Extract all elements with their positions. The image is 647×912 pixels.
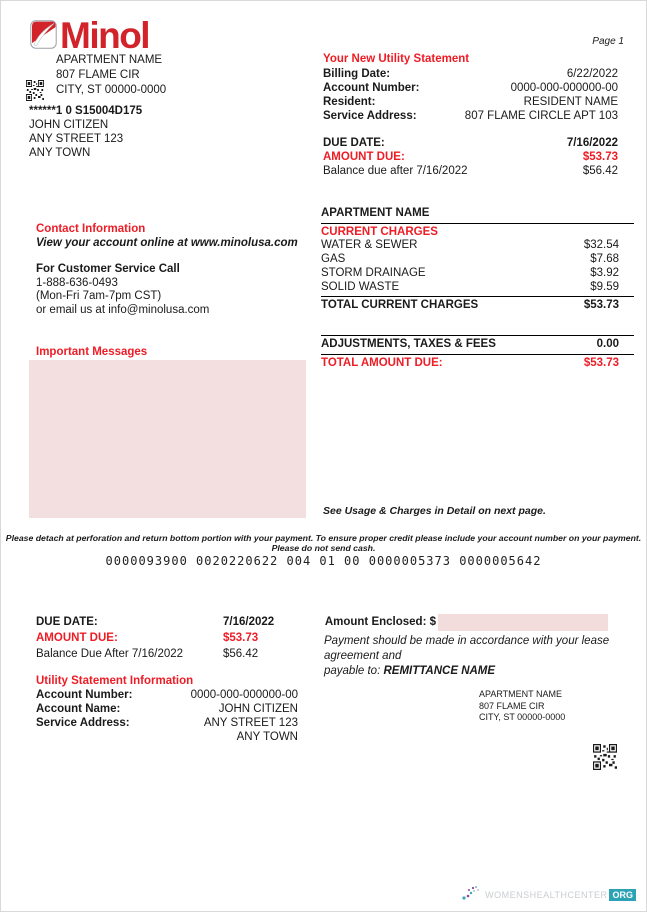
contact-online-url: View your account online at www.minolusa.com <box>36 236 298 249</box>
total-current-charges-row <box>321 296 634 313</box>
contact-hours: (Mon-Fri 7am-7pm CST) <box>36 290 162 302</box>
charge-label: GAS <box>321 253 346 266</box>
charges-table <box>321 207 634 370</box>
charge-label: SOLID WASTE <box>321 280 400 293</box>
due-date-row <box>323 136 618 150</box>
utility-statement-info <box>36 674 298 744</box>
payment-note-line2 <box>324 664 624 679</box>
due-date-label: DUE DATE: <box>323 137 385 149</box>
payable-to-text: payable to: <box>324 665 384 677</box>
info-label: Account Name: <box>36 703 121 715</box>
stub-amount-due-label: AMOUNT DUE: <box>36 632 118 644</box>
charge-amount: $7.68 <box>590 253 619 266</box>
balance-row <box>323 164 618 178</box>
property-address-block <box>56 53 166 98</box>
amount-enclosed-label: Amount Enclosed: $ <box>324 616 436 628</box>
amount-due-row <box>323 150 618 164</box>
total-due-amount: $53.73 <box>583 356 619 369</box>
utility-info-title: Utility Statement Information <box>36 675 194 687</box>
amount-enclosed-input[interactable] <box>438 614 608 631</box>
stub-due-date-label: DUE DATE: <box>36 616 98 628</box>
page-number: Page 1 <box>592 36 624 47</box>
watermark <box>461 885 636 904</box>
total-amount: $53.73 <box>583 299 619 312</box>
qr-code-icon <box>593 744 617 773</box>
charge-label: STORM DRAINAGE <box>321 266 426 279</box>
detach-note: Please detach at perforation and return bottom portion with your payment. To ensure proper credit please include your account number on your payment. Please do not send cash. <box>5 533 642 553</box>
info-row-town <box>36 730 298 744</box>
mailing-code: ******1 0 S15004D175 <box>29 105 143 117</box>
amount-due-label: AMOUNT DUE: <box>323 151 405 163</box>
info-label: Account Number: <box>36 689 133 701</box>
info-value: ANY STREET 123 <box>203 717 298 729</box>
row-label: Resident: <box>323 96 376 108</box>
row-label: Account Number: <box>323 82 420 94</box>
due-date-value: 7/16/2022 <box>566 137 618 149</box>
info-row-account-name <box>36 702 298 716</box>
adjustments-label: ADJUSTMENTS, TAXES & FEES <box>321 337 496 350</box>
usage-note: See Usage & Charges in Detail on next page. <box>323 505 546 517</box>
property-address2: CITY, ST 00000-0000 <box>56 84 167 96</box>
ocr-scanline: 0000093900 0020220622 004 01 00 0000005373 0000005642 <box>105 554 542 568</box>
brand-name: Minol <box>60 15 150 56</box>
charge-amount: $32.54 <box>583 239 619 252</box>
stub-property-name: APARTMENT NAME <box>479 689 563 699</box>
qr-code-icon <box>26 80 44 104</box>
stub-balance-row <box>36 646 326 662</box>
mailing-address-block <box>29 104 142 160</box>
adjustments-row <box>321 335 634 355</box>
statement-row-service-address <box>323 109 618 123</box>
mailing-street: ANY STREET 123 <box>29 133 124 145</box>
charge-row-solid-waste <box>321 281 634 295</box>
stub-property-address <box>479 689 565 724</box>
balance-value: $56.42 <box>582 165 618 177</box>
watermark-text: WOMENSHEALTHCENTER <box>485 889 608 900</box>
row-label: Service Address: <box>323 110 417 122</box>
stub-summary <box>36 614 326 662</box>
contact-title: Contact Information <box>36 223 146 235</box>
statement-row-billing-date <box>323 67 618 81</box>
row-value: 0000-000-000000-00 <box>510 82 618 94</box>
stub-property-address2: CITY, ST 00000-0000 <box>479 712 566 722</box>
stub-property-address1: 807 FLAME CIR <box>479 700 545 711</box>
mailing-name: JOHN CITIZEN <box>29 119 109 131</box>
info-row-service-address <box>36 716 298 730</box>
minol-logo-icon <box>30 20 57 52</box>
stub-due-date-row <box>36 614 326 630</box>
important-messages-box <box>29 360 306 518</box>
stub-balance-value: $56.42 <box>223 648 259 660</box>
stub-balance-label: Balance Due After 7/16/2022 <box>36 648 184 660</box>
contact-phone: 1-888-636-0493 <box>36 276 118 289</box>
info-value: ANY TOWN <box>236 731 298 743</box>
charge-amount: $9.59 <box>590 280 619 293</box>
important-messages-heading: Important Messages <box>36 346 148 358</box>
property-address1: 807 FLAME CIR <box>56 69 140 81</box>
contact-information <box>36 223 298 317</box>
contact-email: or email us at info@minolusa.com <box>36 303 210 316</box>
contact-service-title: For Customer Service Call <box>36 263 180 275</box>
row-value: RESIDENT NAME <box>523 96 618 108</box>
remittance-name: REMITTANCE NAME <box>383 665 496 677</box>
info-row-account-number <box>36 688 298 702</box>
stub-amount-due-value: $53.73 <box>223 632 259 644</box>
charge-row-gas <box>321 253 634 267</box>
row-value: 807 FLAME CIRCLE APT 103 <box>464 110 618 122</box>
charge-label: WATER & SEWER <box>321 239 418 252</box>
amount-due-value: $53.73 <box>582 151 618 163</box>
charge-row-storm-drainage <box>321 267 634 281</box>
total-due-label: TOTAL AMOUNT DUE: <box>321 356 443 369</box>
row-value: 6/22/2022 <box>566 68 618 80</box>
charges-header: APARTMENT NAME <box>321 207 634 224</box>
charge-amount: $3.92 <box>590 266 619 279</box>
balance-label: Balance due after 7/16/2022 <box>323 165 468 177</box>
brand-logo <box>30 15 150 56</box>
payment-note-line1: Payment should be made in accordance with your lease agreement and <box>324 635 610 662</box>
total-label: TOTAL CURRENT CHARGES <box>321 299 479 312</box>
total-amount-due-row <box>321 357 634 371</box>
stub-amount-due-row <box>36 630 326 646</box>
statement-row-resident <box>323 95 618 109</box>
charge-row-water-sewer <box>321 239 634 253</box>
payment-note <box>324 634 624 679</box>
statement-title: Your New Utility Statement <box>323 53 470 65</box>
stub-due-date-value: 7/16/2022 <box>223 616 275 628</box>
info-label: Service Address: <box>36 717 130 729</box>
mailing-town: ANY TOWN <box>29 147 91 159</box>
statement-row-account-number <box>323 81 618 95</box>
watermark-dots-icon <box>461 885 483 904</box>
property-name: APARTMENT NAME <box>56 54 163 66</box>
row-label: Billing Date: <box>323 68 391 80</box>
info-value: JOHN CITIZEN <box>218 703 298 715</box>
charges-section-title: CURRENT CHARGES <box>321 225 438 238</box>
statement-summary <box>323 52 618 178</box>
adjustments-amount: 0.00 <box>596 337 619 350</box>
watermark-org-badge: ORG <box>609 889 636 901</box>
info-value: 0000-000-000000-00 <box>190 689 298 701</box>
